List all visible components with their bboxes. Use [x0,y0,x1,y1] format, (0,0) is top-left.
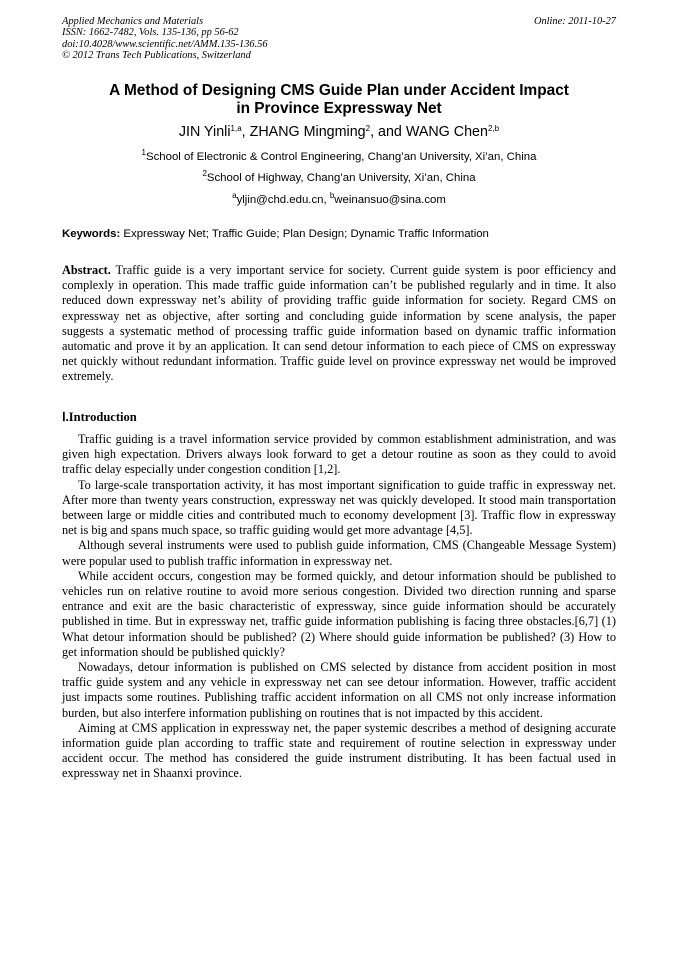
introduction-heading: Ⅰ.Introduction [62,410,137,424]
email-a: yljin@chd.edu.cn [236,194,324,206]
title-line-2: in Province Expressway Net [236,100,442,117]
email-a-superscript: a [232,191,237,200]
abstract-text: Traffic guide is a very important service for society. Current guide system is poor efficiency and complexly in operation. This made traffic guide information can’t be published regularly and in time. It also reduced down expressway net’s ability of providing traffic guide information for society. Regard CMS on expressway net as objective, after sorting and concluding guide information by scene analysis, the paper suggests a systematic method of processing traffic guide information based on dynamic traffic information automatic and prove it by an application. It can send detour information to each piece of CMS on expressway net quickly without redundant information. Traffic guide level on province expressway net would be improved extremely. [62,263,616,384]
intro-paragraph: Although several instruments were used to publish guide information, CMS (Changeable Message System) were popular used to publish traffic information in expressway net. [62,538,616,568]
affiliation-2-superscript: 2 [202,169,207,178]
email-b-superscript: b [329,191,335,200]
author-3-superscript: 2,b [487,124,500,133]
author-1-superscript: 1,a [230,124,242,133]
doi-line: doi:10.4028/www.scientific.net/AMM.135-136.56 [62,38,268,50]
journal-info [62,16,616,62]
issn-line: ISSN: 1662-7482, Vols. 135-136, pp 56-62 [62,27,239,39]
affiliation-2 [62,171,616,185]
email-separator: , [323,194,330,206]
author-1: JIN Yinli [178,124,231,140]
keywords-label: Keywords: [62,228,121,240]
intro-paragraph: To large-scale transportation activity, it has most important signification to guide traffic in expressway net. After more than twenty years construction, expressway net was quickly developed. It stood main transportation between large or middle cities and contributed much to economy development [3]. Traffic flow in expressway net is big and spans much space, so traffic guiding would get more advantage [4,5]. [62,477,616,538]
online-date: Online: 2011-10-27 [533,16,616,27]
intro-paragraph: While accident occurs, congestion may be formed quickly, and detour information should be published to vehicles run on relative routine to avoid more serious congestion. Divided two direction running and sparse entrance and exit are the basic characteristic of expressway, since guide information should be accurately published in time. But in expressway net, traffic guide information publishing is facing three obstacles.[6,7] (1) What detour information should be published? (2) Where should guide information be published? (3) How to get information should be published quickly? [62,568,616,659]
title-line-1: A Method of Designing CMS Guide Plan under Accident Impact [109,82,569,99]
affiliation-1 [62,150,616,164]
author-emails [62,193,616,207]
paper-title [62,82,616,118]
keywords-text: Expressway Net; Traffic Guide; Plan Design; Dynamic Traffic Information [120,228,489,240]
abstract-label: Abstract. [62,263,111,277]
intro-paragraph: Aiming at CMS application in expressway net, the paper systemic describes a method of designing accurate information guide plan according to traffic state and requirement of routine selection in expressway under accident occur. The method has considered the guide instrument distributing. It has been factual used in expressway net in Shaanxi province. [62,720,616,781]
author-separator: , and [370,124,406,140]
abstract [62,263,616,385]
affiliation-2-text: School of Highway, Chang’an University, Xi’an, China [206,172,476,184]
introduction-body [62,432,616,782]
author-2-superscript: 2 [365,124,371,133]
keywords [62,227,616,241]
journal-name: Applied Mechanics and Materials [62,16,204,27]
author-list [62,124,616,141]
intro-paragraph: Nowadays, detour information is published on CMS selected by distance from accident position in most traffic guide system and any vehicle in expressway net can see detour information. However, traffic accident just impacts some routines. Publishing traffic accident information on all CMS not only increase information burden, but also interfere information publishing on routines that is not impacted by this accident. [62,660,616,720]
email-b: weinansuo@sina.com [334,194,446,206]
author-3: WANG Chen [405,124,488,140]
journal-header [62,16,616,62]
author-2: ZHANG Mingming [249,124,366,140]
affiliation-1-text: School of Electronic & Control Engineering, Chang’an University, Xi’an, China [146,151,537,163]
copyright-line: © 2012 Trans Tech Publications, Switzerland [62,50,251,62]
author-separator: , [241,124,250,140]
intro-paragraph: Traffic guiding is a travel information service provided by common establishment administration, and was given high expectation. Drivers always look forward to get a detour routine as soon as they could to avoid traffic delay especially under congestion condition [1,2]. [62,432,616,477]
affiliation-1-superscript: 1 [141,148,146,157]
